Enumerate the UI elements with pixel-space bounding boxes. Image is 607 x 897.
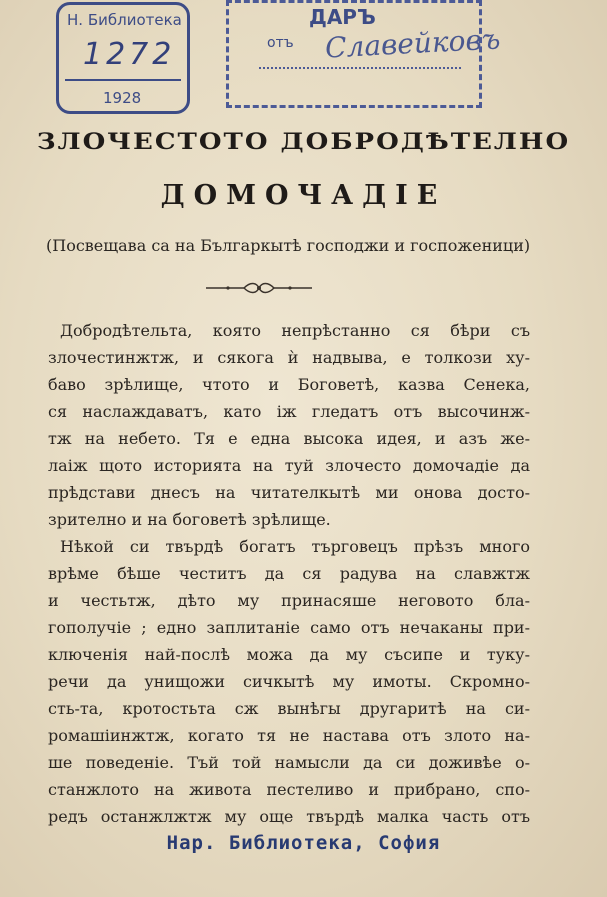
body-line: гополучіе ; едно заплитаніе само отъ нечаканы при- (48, 618, 530, 637)
body-line: и честьтж, дѣто му принасяше неговото бла- (48, 591, 530, 610)
ornament-divider (204, 280, 314, 296)
library-stamp-header: Н. Библиотека (67, 11, 182, 29)
body-line: тж на небето. Тя е една высока идея, и азъ же- (48, 429, 530, 448)
body-line: ше поведеніе. Тъй той намысли да си доживѣе о- (48, 753, 530, 772)
gift-stamp (226, 0, 502, 108)
gift-stamp-donor: Славейковъ (324, 22, 502, 65)
body-line: врѣме бѣше честитъ да ся радува на славжтж (48, 564, 530, 583)
body-line: прѣдстави днесъ на читателкытѣ ми онова досто- (48, 483, 530, 502)
library-stamp (56, 2, 190, 114)
body-line: редъ останжлжтж му още твърдѣ малка часть отъ (48, 807, 530, 826)
body-line: Добродѣтельта, която непрѣстанно ся бѣри съ (60, 321, 530, 340)
title-line-2: ДОМОЧАДІЕ (160, 180, 447, 211)
gift-stamp-line (259, 67, 461, 69)
body-line: речи да унищожи сичкытѣ му имоты. Скромно- (48, 672, 530, 691)
library-stamp-year: 1928 (103, 89, 142, 107)
title-line-1: ЗЛОЧЕСТОТО ДОБРОДѢТЕЛНО (36, 129, 571, 155)
body-line: Нѣкой си твърдѣ богатъ търговецъ прѣзъ много (60, 537, 530, 556)
body-text (48, 317, 530, 830)
dedication: (Посвещава са на Българкытѣ господжи и госпоженици) (46, 236, 531, 255)
library-stamp-divider (65, 79, 181, 81)
body-line: ся наслаждаватъ, като іж гледатъ отъ высочинж- (48, 402, 530, 421)
body-line: баво зрѣлище, чтото и Боговетѣ, казва Сенека, (48, 375, 530, 394)
body-line: злочестинжтж, и сякога ѝ надвыва, е толкози ху- (48, 348, 530, 367)
body-line: сть-та, кротостьта сж вынѣгы другаритѣ на си- (48, 699, 530, 718)
gift-stamp-from: отъ (267, 35, 294, 51)
gift-stamp-label: ДАРЪ (309, 5, 376, 29)
body-line: станжлото на живота пестеливо и прибрано, спо- (48, 780, 530, 799)
body-line: лаіж щото историята на туй злочесто домочадіе да (48, 456, 530, 475)
body-line: ромашіинжтж, когато тя не настава отъ злото на- (48, 726, 530, 745)
body-line: ключенія най-послѣ можа да му съсипе и туку- (48, 645, 530, 664)
library-stamp-number: 1272 (83, 37, 176, 72)
body-line: зрително и на боговетѣ зрѣлище. (48, 510, 331, 529)
library-footer-stamp: Нар. Библиотека, София (166, 832, 441, 854)
